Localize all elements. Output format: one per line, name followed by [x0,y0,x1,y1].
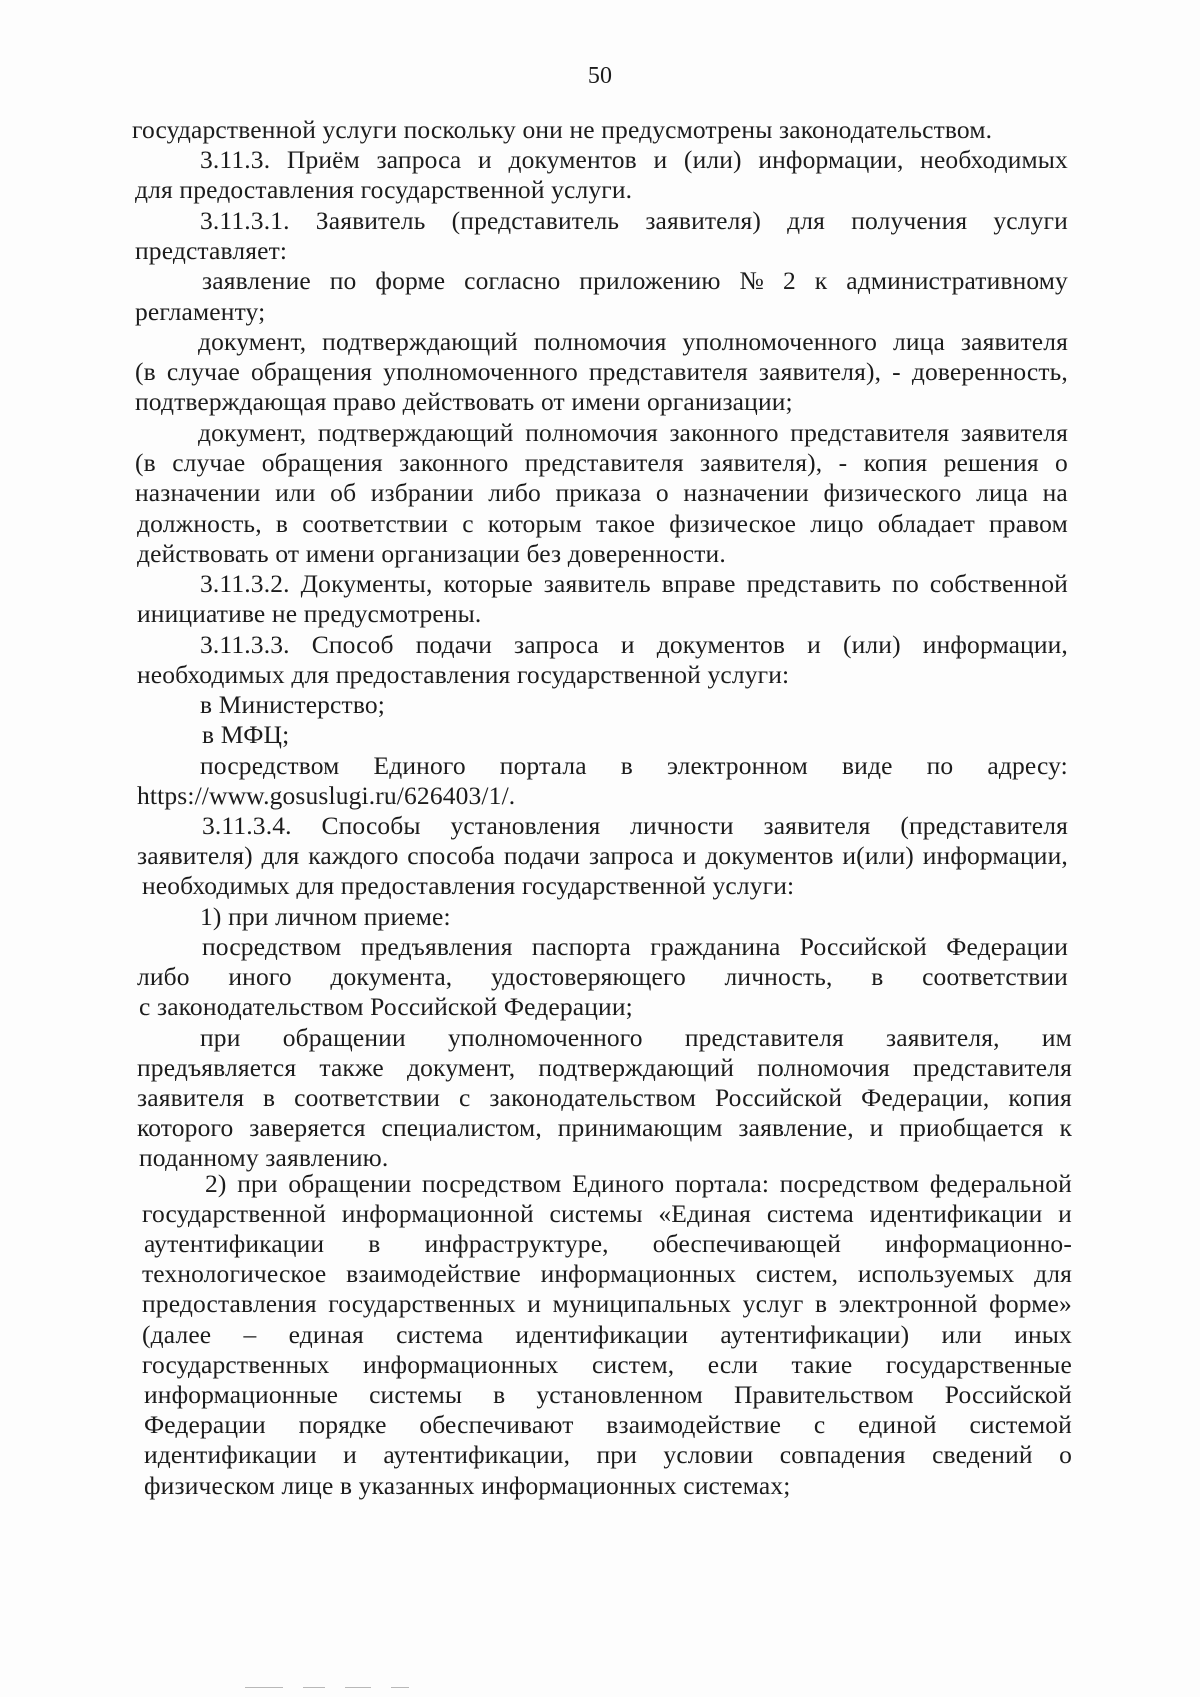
word: при [237,1169,278,1198]
word: о [1059,1440,1072,1469]
word: полномочия [757,1053,890,1082]
text-line [200,750,1068,782]
word: и [620,630,635,659]
text-line: представляет: [135,236,288,265]
word: обращении [282,1023,406,1052]
word: систем, [591,1350,675,1379]
word: заявителя) [137,841,253,870]
word: физического [823,478,962,507]
word: федеральной [929,1169,1072,1198]
word: заявителя [960,418,1068,447]
word: Единого [373,751,466,780]
word: о [655,478,669,507]
word: системы [369,1380,463,1409]
text-line: в МФЦ; [202,720,290,749]
text-line [135,477,1068,509]
text-line [202,810,1068,842]
text-line [137,1112,1072,1144]
word: (представитель [451,206,620,235]
word: в [871,962,884,991]
word: необходимых [920,145,1068,174]
word: копия [1008,1083,1072,1112]
word: запроса [376,145,462,174]
word: или [275,478,316,507]
word: Федерации, [861,1083,990,1112]
word: документ, [198,327,307,356]
word: информационной [341,1199,534,1228]
word: представителя [524,448,684,477]
word: уполномоченного [682,327,878,356]
word: государственных [328,1289,516,1318]
word: единой [858,1410,937,1439]
word: личности [630,811,734,840]
word: информационно- [885,1229,1072,1258]
text-line [200,568,1068,600]
text-line [144,1379,1072,1411]
word: 3.11.3.3. [200,630,290,659]
word: Российской [714,1083,843,1112]
word: заверяется [249,1113,366,1142]
word: паспорта [531,932,631,961]
word: Способ [311,630,394,659]
word: представителя [588,357,748,386]
text-line: для предоставления государственной услуги. [135,175,633,204]
word: обращении [288,1169,412,1198]
text-line: подтверждающая право действовать от имени организации; [135,387,793,416]
word: информационных [362,1350,559,1379]
word: (или) [842,630,901,659]
word: государственные [885,1350,1072,1379]
text-line [200,629,1068,661]
word: для [1034,1259,1072,1288]
word: и [343,1440,357,1469]
word: документа, [330,962,453,991]
word: и [869,1113,884,1142]
word: подтверждающий [317,418,514,447]
word: технологическое [142,1259,327,1288]
word: физическое [669,509,797,538]
word: единая [288,1320,364,1349]
word: принимающим [557,1113,723,1142]
word: адресу: [987,751,1068,780]
word: также [319,1053,384,1082]
word: с [462,509,474,538]
word: которого [137,1113,234,1142]
word: (представителя [900,811,1068,840]
word: соответствии [922,962,1068,991]
word: Российской [799,932,927,961]
word: электронном [667,751,808,780]
word: Федерации [946,932,1068,961]
word: назначении [135,478,261,507]
word: правом [989,509,1068,538]
word: обеспечивают [419,1410,574,1439]
word: системой [969,1410,1072,1439]
word: 2 [782,266,796,295]
word: заявителя, [886,1023,1000,1052]
word: Заявитель [315,206,426,235]
word: способа [407,841,496,870]
word: и [807,630,821,659]
word: Приём [286,145,360,174]
word: запроса [514,630,599,659]
word: систем, [755,1259,839,1288]
word: заявителя) [645,206,762,235]
word: при [596,1440,638,1469]
text-line: необходимых для предоставления государственной услуги: [137,660,790,689]
word: установления [450,811,601,840]
word: - [892,357,901,386]
word: предъявления [360,932,513,961]
word: избрании [370,478,474,507]
word: в [263,1083,276,1112]
word: Российской [944,1380,1072,1409]
word: аутентификации [144,1229,325,1258]
word: подтверждающий [538,1053,735,1082]
word: лица [893,327,945,356]
text-line [200,144,1068,176]
word: лица [976,478,1029,507]
word: такое [596,509,656,538]
text-line [137,961,1068,993]
word: подтверждающий [322,327,518,356]
word: посредством [200,751,340,780]
word: заявителя [960,327,1068,356]
word: специалистом, [381,1113,542,1142]
text-line [142,1349,1072,1381]
word: информации, [922,841,1068,870]
text-line [142,1258,1072,1290]
word: аутентификации) [720,1320,910,1349]
word: портала: [674,1169,770,1198]
word: государственной [142,1199,326,1228]
text-line: действовать от имени организации без доверенности. [137,539,726,568]
text-line: физическом лице в указанных информационных системах; [144,1471,791,1500]
word: для [787,206,826,235]
text-line: необходимых для предоставления государственной услуги: [142,871,795,900]
word: уполномоченного [383,357,578,386]
word: личность, [724,962,833,991]
word: вправе [661,569,736,598]
word: соответствии [294,1083,441,1112]
word: (или) [683,145,742,174]
word: аутентификации, [383,1440,571,1469]
word: сведений [932,1440,1033,1469]
word: доверенность, [911,357,1068,386]
word: соответствии [302,509,449,538]
word: (в [135,357,156,386]
word: представителя [913,1053,1072,1082]
word: посредством [202,932,342,961]
word: и [527,1289,542,1318]
word: взаимодействие [606,1410,782,1439]
word: если [707,1350,759,1379]
word: и [1058,1199,1072,1228]
word: предъявляется [137,1053,297,1082]
word: идентификации [515,1320,689,1349]
word: (далее [142,1320,212,1349]
word: заявителя [763,811,871,840]
word: Документы, [300,569,433,598]
word: муниципальных [552,1289,732,1318]
word: используемых [857,1259,1015,1288]
word: заявителя), [700,448,823,477]
page-footer-marks [245,1687,409,1688]
word: 3.11.3.1. [200,206,290,235]
word: документ, [407,1053,516,1082]
word: заявителя [137,1083,245,1112]
text-line [142,1198,1072,1230]
word: полномочия [533,327,667,356]
word: условии [663,1440,754,1469]
word: или [941,1320,982,1349]
text-line: https://www.gosuslugi.ru/626403/1/. [137,781,516,810]
word: уполномоченного [447,1023,643,1052]
word: виде [841,751,893,780]
word: приобщается [899,1113,1044,1142]
word: представителя [790,418,950,447]
text-line: с законодательством Российской Федерации; [139,992,633,1021]
word: подачи [503,841,581,870]
word: информации, [758,145,904,174]
word: приказа [555,478,642,507]
word: обеспечивающей [652,1229,841,1258]
word: и [682,841,697,870]
text-line [200,205,1068,237]
word: Способы [321,811,421,840]
word: система [766,1199,854,1228]
text-line [144,1228,1072,1260]
word: законодательством [489,1083,697,1112]
word: посредством [422,1169,562,1198]
word: с [458,1083,471,1112]
word: либо [488,478,541,507]
text-line [205,1168,1072,1200]
word: назначении [683,478,809,507]
word: случае [166,357,241,386]
word: посредством [779,1169,920,1198]
word: № [739,266,765,295]
word: к [814,266,828,295]
word: собственной [929,569,1068,598]
word: совпадения [779,1440,906,1469]
word: по [926,751,954,780]
text-line [137,840,1068,872]
word: услуги [993,206,1068,235]
word: идентификации [144,1440,317,1469]
text-line [137,1052,1072,1084]
word: полномочия [525,418,658,447]
word: 3.11.3.4. [202,811,292,840]
word: форме [375,266,446,295]
word: представить [746,569,882,598]
word: законного [399,448,509,477]
word: по [329,266,357,295]
word: заявление [202,266,311,295]
word: государственных [142,1350,330,1379]
text-line: инициативе не предусмотрены. [137,599,482,628]
word: копия [863,448,928,477]
text-line [198,417,1068,449]
word: подачи [415,630,493,659]
text-line [144,1439,1072,1471]
word: административному [846,266,1068,295]
word: системы [549,1199,643,1228]
word: лицо [810,509,864,538]
word: удостоверяющего [490,962,686,991]
text-line: 1) при личном приеме: [200,902,451,931]
word: об [330,478,357,507]
word: заявитель [543,569,651,598]
word: документов [508,145,637,174]
text-line [137,1082,1072,1114]
word: информационных [540,1259,737,1288]
word: получения [851,206,968,235]
word: Федерации [144,1410,266,1439]
word: иного [228,962,292,991]
text-line: государственной услуги поскольку они не предусмотрены законодательством. [132,115,993,144]
word: запроса [588,841,674,870]
word: с [813,1410,826,1439]
word: при [200,1023,241,1052]
text-line [135,356,1068,388]
word: установленном [536,1380,703,1409]
word: 3.11.3.2. [200,569,290,598]
word: форме» [989,1289,1072,1318]
word: обращения [251,357,373,386]
word: инфраструктуре, [424,1229,609,1258]
word: в [368,1229,381,1258]
word: должность, [137,509,262,538]
word: Единого [572,1169,665,1198]
word: заявителя), [758,357,882,386]
page-number: 50 [587,63,613,89]
word: представителя [684,1023,844,1052]
word: такие [791,1350,853,1379]
word: приложению [579,266,721,295]
word: им [1041,1023,1072,1052]
word: которым [487,509,582,538]
word: случае [172,448,246,477]
word: система [396,1320,484,1349]
word: (в [135,448,156,477]
word: на [1042,478,1068,507]
text-line [135,447,1068,479]
word: - [838,448,848,477]
text-line [142,1288,1072,1320]
word: информационные [144,1380,339,1409]
word: к [1059,1113,1072,1142]
word: 2) [205,1169,227,1198]
word: и(или) [842,841,914,870]
word: для [261,841,300,870]
word: портала [499,751,587,780]
word: в [493,1380,506,1409]
text-line [200,1022,1072,1054]
word: законного [669,418,779,447]
word: услуг [742,1289,804,1318]
word: обращения [261,448,383,477]
text-line [142,1319,1072,1351]
word: порядке [298,1410,387,1439]
word: в [814,1289,828,1318]
word: – [243,1320,257,1349]
word: информации, [922,630,1068,659]
word: либо [137,962,190,991]
word: идентификации [869,1199,1043,1228]
word: заявление, [738,1113,854,1142]
word: документов [705,841,834,870]
word: электронной [838,1289,978,1318]
word: по [892,569,919,598]
word: согласно [464,266,561,295]
word: обладает [877,509,975,538]
word: 3.11.3. [200,145,271,174]
word: каждого [308,841,399,870]
word: документ, [198,418,307,447]
text-line [144,1409,1072,1441]
text-line [202,265,1068,297]
text-line: регламенту; [135,297,266,326]
word: предоставления [142,1289,317,1318]
word: в [275,509,289,538]
word: документов [656,630,786,659]
word: иных [1014,1320,1072,1349]
word: о [1055,448,1068,477]
word: в [620,751,633,780]
word: и [478,145,492,174]
word: решения [943,448,1039,477]
word: «Единая [658,1199,752,1228]
text-line [198,326,1068,358]
word: гражданина [650,932,781,961]
word: взаимодействие [346,1259,521,1288]
text-line [202,931,1068,963]
word: и [653,145,668,174]
word: которые [443,569,533,598]
text-line: в Министерство; [200,690,385,719]
text-line [137,508,1068,540]
word: Правительством [733,1380,914,1409]
text-line: поданному заявлению. [139,1143,389,1172]
